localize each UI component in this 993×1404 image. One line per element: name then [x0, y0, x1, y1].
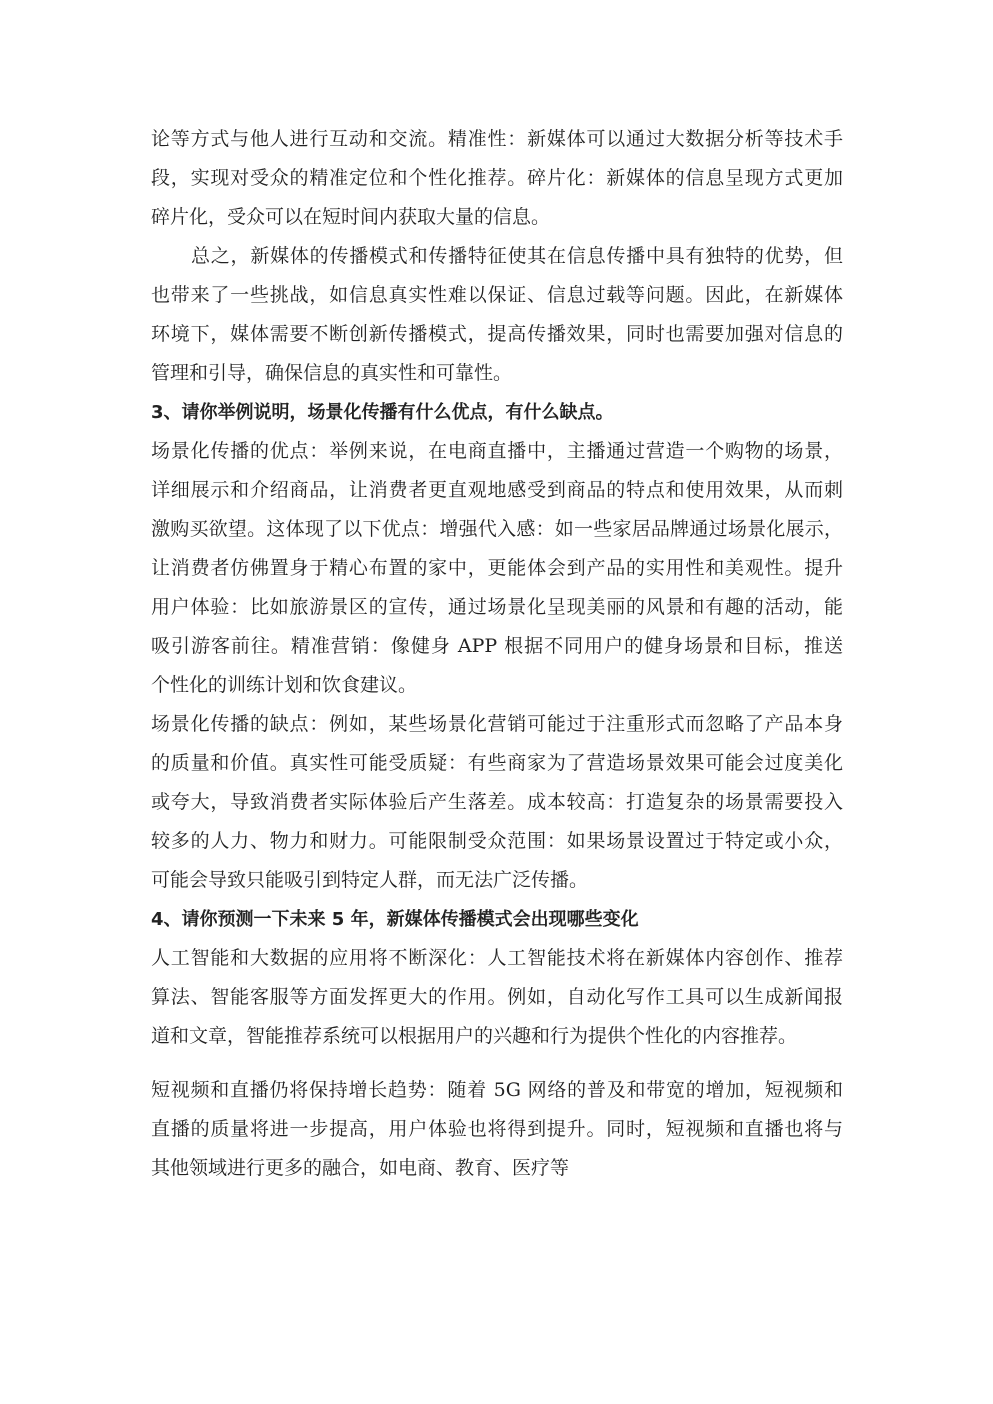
paragraph — [151, 237, 843, 393]
paragraph-spacer — [151, 1056, 843, 1071]
text-line: 场景化传播的优点：举例来说，在电商直播中，主播通过营造一个购物的场景， — [151, 440, 843, 462]
text-line: 论等方式与他人进行互动和交流。精准性：新媒体可以通过大数据分析等技术手 — [151, 128, 843, 150]
text-line: 算法、智能客服等方面发挥更大的作用。例如，自动化写作工具可以生成新闻报 — [151, 986, 843, 1008]
text-line: 激购买欲望。这体现了以下优点：增强代入感：如一些家居品牌通过场景化展示， — [151, 518, 843, 540]
text-line: 用户体验：比如旅游景区的宣传，通过场景化呈现美丽的风景和有趣的活动，能 — [151, 596, 843, 618]
text-line: 短视频和直播仍将保持增长趋势：随着 5G 网络的普及和带宽的增加，短视频和 — [151, 1079, 843, 1101]
text-line: 也带来了一些挑战，如信息真实性难以保证、信息过载等问题。因此，在新媒体 — [151, 284, 843, 306]
text-line: 较多的人力、物力和财力。可能限制受众范围：如果场景设置过于特定或小众， — [151, 830, 843, 852]
text-line: 段，实现对受众的精准定位和个性化推荐。碎片化：新媒体的信息呈现方式更加 — [151, 167, 843, 189]
text-line: 管理和引导，确保信息的真实性和可靠性。 — [151, 362, 513, 384]
text-line: 环境下，媒体需要不断创新传播模式，提高传播效果，同时也需要加强对信息的 — [151, 323, 843, 345]
question-heading — [151, 900, 843, 939]
text-line: 详细展示和介绍商品，让消费者更直观地感受到商品的特点和使用效果，从而刺 — [151, 479, 843, 501]
text-line: 人工智能和大数据的应用将不断深化：人工智能技术将在新媒体内容创作、推荐 — [151, 947, 843, 969]
text-line: 吸引游客前往。精准营销：像健身 APP 根据不同用户的健身场景和目标，推送 — [151, 635, 843, 657]
document-page — [151, 120, 843, 1188]
paragraph — [151, 705, 843, 900]
text-line: 其他领域进行更多的融合，如电商、教育、医疗等 — [151, 1157, 570, 1179]
text-line: 总之，新媒体的传播模式和传播特征使其在信息传播中具有独特的优势，但 — [191, 245, 843, 267]
text-line: 让消费者仿佛置身于精心布置的家中，更能体会到产品的实用性和美观性。提升 — [151, 557, 843, 579]
paragraph — [151, 939, 843, 1056]
text-line: 道和文章，智能推荐系统可以根据用户的兴趣和行为提供个性化的内容推荐。 — [151, 1025, 798, 1047]
text-line: 可能会导致只能吸引到特定人群，而无法广泛传播。 — [151, 869, 589, 891]
text-line: 或夸大，导致消费者实际体验后产生落差。成本较高：打造复杂的场景需要投入 — [151, 791, 843, 813]
paragraph — [151, 120, 843, 237]
text-line: 4、请你预测一下未来 5 年，新媒体传播模式会出现哪些变化 — [151, 909, 639, 930]
text-line: 场景化传播的缺点：例如，某些场景化营销可能过于注重形式而忽略了产品本身 — [151, 713, 843, 735]
text-line: 直播的质量将进一步提高，用户体验也将得到提升。同时，短视频和直播也将与 — [151, 1118, 843, 1140]
text-line: 3、请你举例说明，场景化传播有什么优点，有什么缺点。 — [151, 402, 614, 423]
paragraph — [151, 1071, 843, 1188]
text-line: 个性化的训练计划和饮食建议。 — [151, 674, 418, 696]
question-heading — [151, 393, 843, 432]
text-line: 碎片化，受众可以在短时间内获取大量的信息。 — [151, 206, 551, 228]
paragraph — [151, 432, 843, 705]
text-line: 的质量和价值。真实性可能受质疑：有些商家为了营造场景效果可能会过度美化 — [151, 752, 843, 774]
